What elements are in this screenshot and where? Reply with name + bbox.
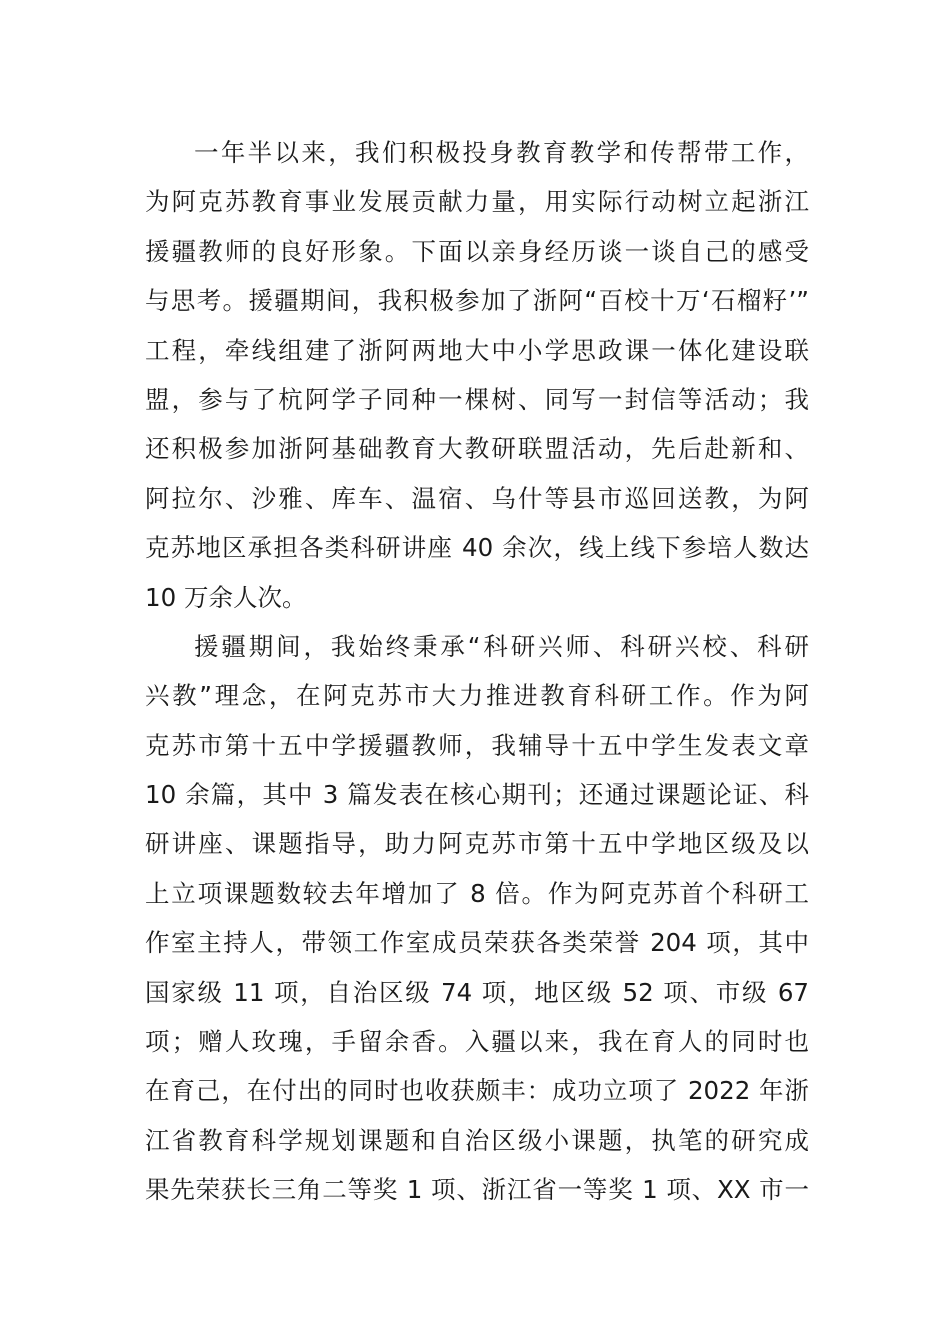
text-line: 项；赠人玫瑰，手留余香。入疆以来，我在育人的同时也 [145,1027,809,1057]
text-line: 兴教”理念，在阿克苏市大力推进教育科研工作。作为阿 [145,681,809,711]
text-line: 10 余篇，其中 3 篇发表在核心期刊；还通过课题论证、科 [145,780,809,810]
text-line: 工程，牵线组建了浙阿两地大中小学思政课一体化建设联 [145,335,809,365]
paragraph-2 [145,622,809,1215]
text-line: 援疆期间，我始终秉承“科研兴师、科研兴校、科研 [194,631,809,661]
text-line: 江省教育科学规划课题和自治区级小课题，执笔的研究成 [145,1125,809,1155]
text-line: 为阿克苏教育事业发展贡献力量，用实际行动树立起浙江 [145,187,809,217]
text-line: 克苏地区承担各类科研讲座 40 余次，线上线下参培人数达 [145,533,809,563]
text-line: 上立项课题数较去年增加了 8 倍。作为阿克苏首个科研工 [145,878,809,908]
document-body [145,128,809,1215]
text-line: 援疆教师的良好形象。下面以亲身经历谈一谈自己的感受 [145,236,809,266]
text-line: 盟，参与了杭阿学子同种一棵树、同写一封信等活动；我 [145,384,809,414]
text-line: 在育己，在付出的同时也收获颇丰：成功立项了 2022 年浙 [145,1076,809,1106]
text-line: 一年半以来，我们积极投身教育教学和传帮带工作， [194,138,809,167]
text-line: 国家级 11 项，自治区级 74 项，地区级 52 项、市级 67 [145,977,809,1007]
text-line: 克苏市第十五中学援疆教师，我辅导十五中学生发表文章 [145,730,809,760]
text-line: 研讲座、课题指导，助力阿克苏市第十五中学地区级及以 [145,829,809,859]
text-line: 阿拉尔、沙雅、库车、温宿、乌什等县市巡回送教，为阿 [145,483,809,513]
text-line: 与思考。援疆期间，我积极参加了浙阿“百校十万‘石榴籽’” [145,286,809,316]
text-line: 果先荣获长三角二等奖 1 项、浙江省一等奖 1 项、XX 市一 [145,1175,809,1205]
text-line: 10 万余人次。 [145,582,307,612]
text-line: 还积极参加浙阿基础教育大教研联盟活动，先后赴新和、 [145,434,809,464]
text-line: 作室主持人，带领工作室成员荣获各类荣誉 204 项，其中 [145,928,809,958]
paragraph-1 [145,128,809,622]
